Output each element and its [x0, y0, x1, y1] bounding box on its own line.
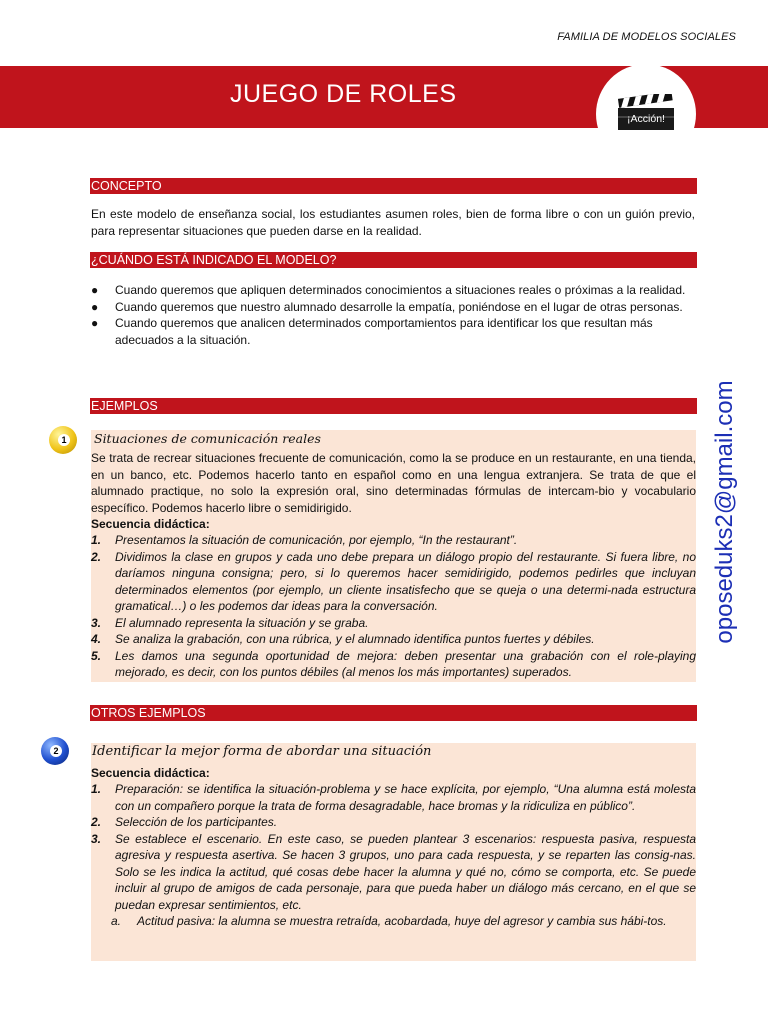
example-1-title: Situaciones de comunicación reales [94, 431, 321, 446]
list-item [91, 831, 696, 914]
cuando-bullet-list [91, 282, 691, 348]
step-number: 3. [91, 831, 102, 846]
step-number: 5. [91, 648, 102, 663]
list-item [91, 781, 696, 814]
step-text: Selección de los participantes. [115, 815, 278, 829]
email-watermark [700, 365, 750, 660]
step-number: 4. [91, 632, 102, 646]
sub-item-letter: a. [111, 914, 122, 928]
page-title: JUEGO DE ROLES [230, 80, 457, 108]
bullet-text: Cuando queremos que analicen determinados comportamientos para identificar los que resultan más adecuados a la situación. [115, 316, 653, 347]
bullet-icon: ● [91, 283, 99, 297]
clapperboard-label: ¡Acción! [627, 113, 665, 125]
step-number: 2. [91, 549, 102, 564]
section-heading-ejemplos: EJEMPLOS [90, 398, 697, 414]
example-2-title: Identificar la mejor forma de abordar una situación [92, 744, 432, 759]
watermark-text: oposeduks2@gmail.com [711, 380, 738, 644]
section-heading-cuando: ¿CUÁNDO ESTÁ INDICADO EL MODELO? [90, 252, 697, 268]
list-item [91, 299, 691, 316]
badge-number: 2 [50, 745, 62, 757]
list-item [91, 282, 691, 299]
step-number: 2. [91, 815, 102, 829]
number-ball-icon [49, 426, 77, 454]
step-number: 1. [91, 533, 102, 547]
example-2-sequence-label: Secuencia didáctica: [91, 766, 210, 780]
document-series-label: FAMILIA DE MODELOS SOCIALES [557, 31, 736, 43]
step-number: 1. [91, 782, 102, 796]
example-2-box [91, 743, 696, 961]
step-text: Se analiza la grabación, con una rúbrica, y el alumnado identifica puntos fuertes y débiles. [115, 632, 595, 646]
step-text: Preparación: se identifica la situación-problema y se hace explícita, por ejemplo, “Una alumna está molesta con un compañero porque la trata de forma desagradable, hace bromas y la ridiculiza en público”. [115, 782, 696, 813]
step-text: Dividimos la clase en grupos y cada uno debe prepara un diálogo propio del restaurante. Si fuera libre, no daríamos ninguna consigna; pero, si lo queremos hacer semidirigido, podemos pedirles que incluyan determinados elementos (por ejemplo, un cliente insatisfecho que se queja o una determi-nada estructura gramatical…) o les podemos dar ideas para la conversación. [115, 549, 696, 613]
bullet-icon: ● [91, 316, 99, 330]
list-item [91, 631, 696, 648]
bullet-text: Cuando queremos que nuestro alumnado desarrolle la empatía, poniéndose en el lugar de otras personas. [115, 299, 683, 314]
step-text: Presentamos la situación de comunicación, por ejemplo, “In the restaurant”. [115, 533, 518, 547]
step-text: Se establece el escenario. En este caso, se pueden plantear 3 escenarios: respuesta pasiva, respuesta agresiva y respuesta asertiva. Se hacen 3 grupos, uno para cada respuesta, y se reparten las consig-nas. Solo se les indica la actitud, qué cosas debe hacer la alumna y qué no, cómo se comporta, etc. Se puede incluir al grupo de amigos de cada personaje, para que pueda haber un diálogo más cercano, en el que se puedan expresar sentimientos, etc. [115, 831, 696, 912]
example-1-steps [91, 532, 696, 681]
badge-number: 1 [58, 434, 70, 446]
bullet-text: Cuando queremos que apliquen determinados conocimientos a situaciones reales o próximas a la realidad. [115, 283, 686, 297]
list-item [91, 648, 696, 681]
list-item [91, 814, 696, 831]
example-1-box [91, 430, 696, 682]
concepto-text: En este modelo de enseñanza social, los estudiantes asumen roles, bien de forma libre o con un guión previo, para representar situaciones que pueden darse en la realidad. [91, 207, 695, 238]
step-text: El alumnado representa la situación y se graba. [115, 615, 369, 630]
section-heading-otros-ejemplos: OTROS EJEMPLOS [90, 705, 697, 721]
sub-item-text: Actitud pasiva: la alumna se muestra retraída, acobardada, huye del agresor y cambia sus hábi-tos. [137, 914, 667, 928]
example-1-sequence-label: Secuencia didáctica: [91, 517, 210, 531]
list-item [91, 532, 696, 549]
list-item [91, 315, 691, 348]
step-number: 3. [91, 615, 102, 630]
step-text: Les damos una segunda oportunidad de mejora: deben presentar una grabación con el role-playing mejorado, es decir, con los puntos débiles (al menos los más importantes) superados. [115, 648, 696, 679]
section-heading-concepto: CONCEPTO [90, 178, 697, 194]
list-item [91, 549, 696, 615]
example-2-steps [91, 781, 696, 913]
list-item [91, 615, 696, 632]
sub-list-item [111, 913, 696, 930]
number-ball-icon [41, 737, 69, 765]
bullet-icon: ● [91, 299, 99, 314]
example-1-text: Se trata de recrear situaciones frecuente de comunicación, como la se produce en un restaurante, en una tienda, en un banco, etc. Podemos hacerlo tanto en español como en una lengua extranjera. Se trata de que el alumnado practique, no solo la expresión oral, sino determinadas fórmulas de intercam-bio y vocabulario específico. Podemos hacerlo libre o semidirigido. [91, 451, 696, 515]
